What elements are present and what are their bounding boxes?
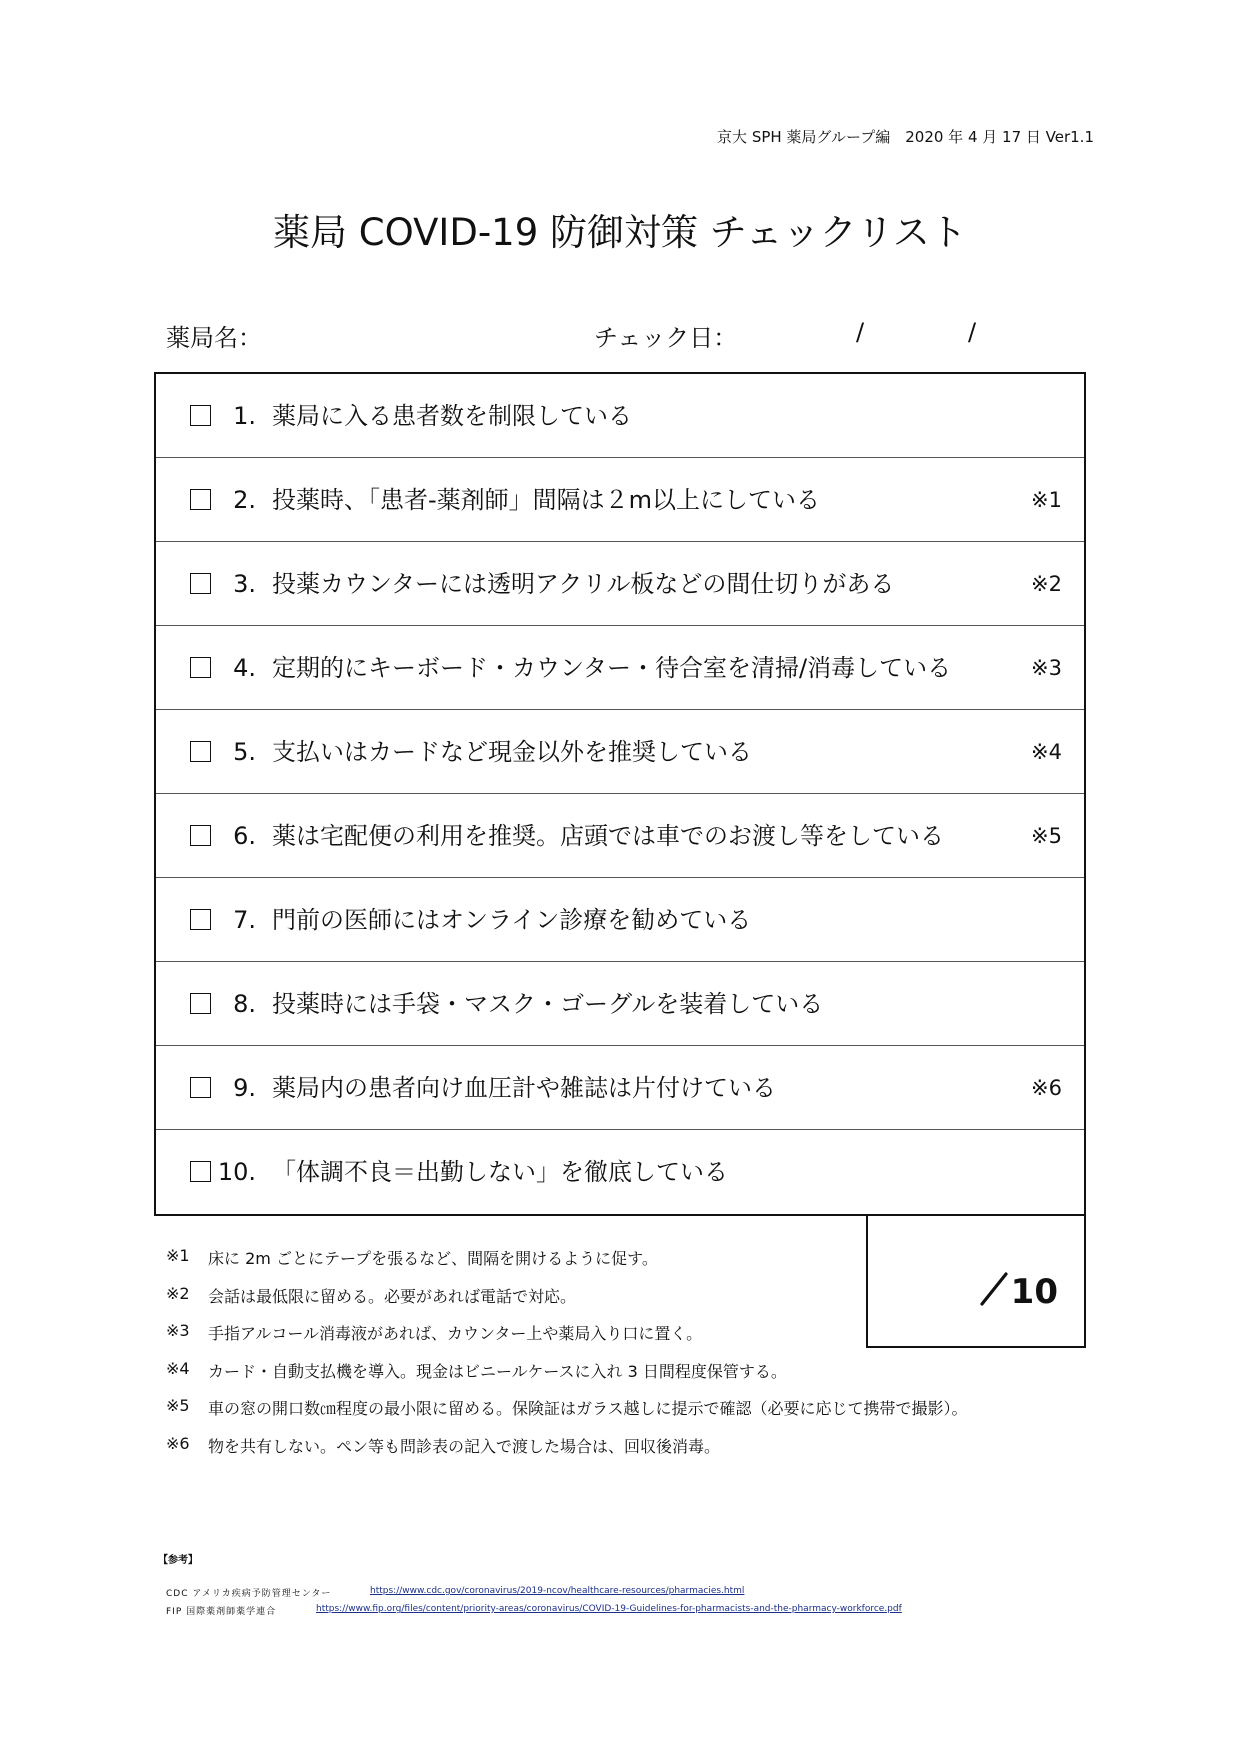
footnote-mark: ※2 (166, 1283, 190, 1303)
item-number: 7. (233, 906, 256, 934)
check-date-label: チェック日： (594, 324, 738, 352)
checkbox[interactable] (190, 489, 211, 510)
item-note-ref: ※6 (1031, 1076, 1062, 1100)
checkbox[interactable] (190, 993, 211, 1014)
header-note: 京大 SPH 薬局グループ編 2020 年 4 月 17 日 Ver1.1 (717, 128, 1094, 146)
checklist-table (154, 372, 1086, 1216)
checkbox[interactable] (190, 909, 211, 930)
item-text: 投薬時、「患者-薬剤師」間隔は２m以上にしている (272, 486, 821, 514)
footnote-text: 物を共有しない。ペン等も問診表の記入で渡した場合は、回収後消毒。 (208, 1436, 721, 1456)
footnote-text: 手指アルコール消毒液があれば、カウンター上や薬局入り口に置く。 (208, 1324, 703, 1344)
footnote (166, 1359, 1006, 1397)
footnote-text: 車の窓の開口数㎝程度の最小限に留める。保険証はガラス越しに提示で確認（必要に応じて携帯で撮影）。 (208, 1399, 968, 1419)
checkbox[interactable] (190, 741, 211, 762)
item-text: 支払いはカードなど現金以外を推奨している (272, 738, 752, 766)
item-text: 薬は宅配便の利用を推奨。店頭では車でのお渡し等をしている (272, 822, 944, 850)
checklist-row (156, 458, 1084, 542)
item-text: 薬局内の患者向け血圧計や雑誌は片付けている (272, 1074, 776, 1102)
references (158, 1551, 902, 1622)
item-text: 投薬時には手袋・マスク・ゴーグルを装着している (272, 990, 824, 1018)
item-number: 9. (233, 1074, 256, 1102)
score-total: 10 (1010, 1272, 1058, 1312)
item-note-ref: ※2 (1031, 572, 1062, 596)
checklist-row (156, 626, 1084, 710)
checklist-row (156, 794, 1084, 878)
footnote (166, 1434, 1006, 1472)
footnote (166, 1284, 1006, 1322)
footnote-text: 床に 2m ごとにテープを張るなど、間隔を開けるように促す。 (208, 1249, 658, 1268)
reference-link[interactable]: https://www.fip.org/files/content/priority-areas/coronavirus/COVID-19-Guidelines-for-pharmacists-and-the-pharmacy-workforce.pdf (316, 1604, 902, 1614)
reference-source: CDC アメリカ疾病予防管理センター (166, 1589, 332, 1599)
checkbox[interactable] (190, 1077, 211, 1098)
item-note-ref: ※3 (1031, 656, 1062, 680)
reference-item (158, 1604, 902, 1622)
item-number: 10. (217, 1158, 256, 1186)
reference-link[interactable]: https://www.cdc.gov/coronavirus/2019-ncov/healthcare-resources/pharmacies.html (370, 1586, 745, 1596)
reference-source: FIP 国際薬剤師薬学連合 (166, 1607, 277, 1617)
footnote-mark: ※3 (166, 1321, 190, 1341)
checkbox[interactable] (190, 657, 211, 678)
checklist-row (156, 1046, 1084, 1130)
item-number: 1. (233, 402, 256, 430)
page-title: 薬局 COVID-19 防御対策 チェックリスト (273, 211, 967, 254)
item-number: 2. (233, 486, 256, 514)
item-note-ref: ※4 (1031, 740, 1062, 764)
footnote (166, 1321, 1006, 1359)
checkbox[interactable] (190, 573, 211, 594)
reference-item (158, 1586, 745, 1604)
checklist-row (156, 962, 1084, 1046)
item-text: 投薬カウンターには透明アクリル板などの間仕切りがある (272, 570, 895, 598)
item-number: 6. (233, 822, 256, 850)
item-text: 「体調不良＝出勤しない」を徹底している (272, 1158, 728, 1186)
footnotes (166, 1246, 1006, 1472)
checklist-row (156, 374, 1084, 458)
checklist-row (156, 710, 1084, 794)
footnote-mark: ※5 (166, 1396, 190, 1416)
checklist-row (156, 1130, 1084, 1214)
item-number: 5. (233, 738, 256, 766)
pharmacy-name-label: 薬局名： (166, 324, 262, 352)
checkbox[interactable] (190, 825, 211, 846)
footnote-mark: ※1 (166, 1246, 190, 1265)
item-number: 8. (233, 990, 256, 1018)
checkbox[interactable] (190, 405, 211, 426)
footnote (166, 1246, 1006, 1284)
item-note-ref: ※1 (1031, 488, 1062, 512)
footnote-mark: ※6 (166, 1433, 190, 1453)
item-note-ref: ※5 (1031, 824, 1062, 848)
item-number: 3. (233, 570, 256, 598)
footnote-text: カード・自動支払機を導入。現金はビニールケースに入れ 3 日間程度保管する。 (208, 1361, 787, 1381)
item-text: 門前の医師にはオンライン診療を勧めている (272, 906, 752, 934)
footnote (166, 1396, 1006, 1434)
footnote-mark: ※4 (166, 1358, 190, 1378)
checklist-row (156, 542, 1084, 626)
item-text: 薬局に入る患者数を制限している (272, 402, 632, 430)
references-heading: 【参考】 (158, 1555, 198, 1566)
checkbox[interactable] (190, 1161, 211, 1182)
date-separator: / (856, 318, 865, 346)
date-separator: / (968, 318, 977, 346)
checklist-row (156, 878, 1084, 962)
item-number: 4. (233, 654, 256, 682)
item-text: 定期的にキーボード・カウンター・待合室を清掃/消毒している (272, 654, 952, 682)
footnote-text: 会話は最低限に留める。必要があれば電話で対応。 (208, 1286, 577, 1306)
